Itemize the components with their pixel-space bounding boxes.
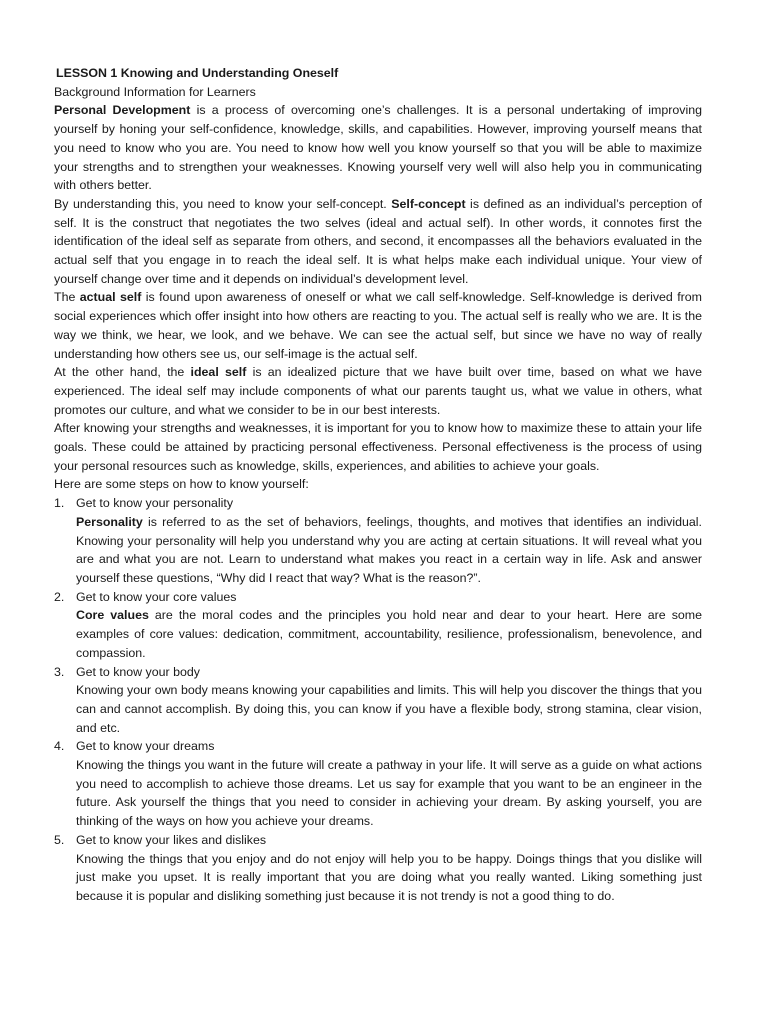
document-page — [54, 64, 702, 906]
list-item — [54, 663, 702, 738]
step-number: 4. — [54, 739, 65, 754]
steps-list — [54, 494, 702, 905]
step-body: Knowing your own body means knowing your capabilities and limits. This will help you discover the things that you can and cannot accomplish. By doing this, you can know if you have a flexible body, strong stamina, clear vision, and etc. — [76, 683, 702, 735]
term-personality: Personality — [76, 514, 143, 529]
list-item — [54, 831, 702, 906]
step-body: Core values are the moral codes and the principles you hold near and dear to your heart. Here are some examples of core values: dedication, commitment, accountability, resilience, professionalism, benevolence, and compassion. — [76, 608, 702, 660]
list-item — [54, 588, 702, 663]
step-heading: Get to know your personality — [76, 496, 234, 511]
paragraph-ideal-self: At the other hand, the ideal self is an idealized picture that we have built over time, based on what we have experienced. The ideal self may include components of what our parents taught us, what we value in others, what promotes our culture, and what we consider to be in our best interests. — [54, 365, 703, 417]
step-heading: Get to know your dreams — [76, 739, 215, 754]
paragraph-personal-development: Personal Development is a process of overcoming one’s challenges. It is a personal undertaking of improving yourself by honing your self-confidence, knowledge, skills, and capabilities. However, improving yourself means that you need to know who you are. You need to know how well you know yourself so that you will be able to maximize your strengths and to strengthen your weaknesses. Knowing yourself very well will also help you in communicating with others better. — [54, 103, 703, 193]
list-item — [54, 737, 702, 831]
paragraph-personal-effectiveness: After knowing your strengths and weaknesses, it is important for you to know how to maximize these to attain your life goals. These could be attained by practicing personal effectiveness. Personal effectiveness is the process of using your personal resources such as knowledge, skills, experiences, and abilities to achieve your goals. — [54, 421, 702, 473]
step-body: Knowing the things that you enjoy and do not enjoy will help you to be happy. Doings things that you dislike will just make you upset. It is really important that you are doing what you really wanted. Liking something just because it is popular and disliking something just because it is not trendy is not a good thing to do. — [76, 851, 702, 903]
step-heading: Get to know your body — [76, 664, 200, 679]
list-item — [54, 494, 702, 588]
term-core-values: Core values — [76, 608, 149, 623]
step-number: 2. — [54, 589, 65, 604]
step-body: Knowing the things you want in the future will create a pathway in your life. It will serve as a guide on what actions you need to accomplish to achieve those dreams. Let us say for example that you want to be an engineer in the future. Ask yourself the things that you need to consider in achieving your dream. By asking yourself, you are thinking of the ways on how you achieve your dreams. — [76, 758, 702, 829]
lesson-title: LESSON 1 Knowing and Understanding Oneself — [56, 66, 339, 80]
step-heading: Get to know your likes and dislikes — [76, 832, 267, 847]
paragraph-actual-self: The actual self is found upon awareness of oneself or what we call self-knowledge. Self-knowledge is derived from social experiences which offer insight into how others are reacting to you. The actual self is really who we are. It is the way we think, we hear, we look, and we behave. We can see the actual self, but since we have no way of really understanding how others see us, our self-image is the actual self. — [54, 290, 703, 361]
step-number: 3. — [54, 664, 65, 679]
term-actual-self: actual self — [79, 290, 142, 305]
paragraph-steps-intro: Here are some steps on how to know yourself: — [54, 477, 309, 492]
step-body: Personality is referred to as the set of behaviors, feelings, thoughts, and motives that identifies an individual. Knowing your personality will help you understand why you are acting at certain situations. It will reveal what you are and what you are not. Learn to understand what makes you react in a certain way in life. Ask and answer yourself these questions, “Why did I react that way? What is the reason?”. — [76, 514, 702, 585]
term-ideal-self: ideal self — [190, 365, 247, 380]
term-personal-development: Personal Development — [54, 103, 191, 118]
lesson-subtitle: Background Information for Learners — [54, 84, 256, 99]
term-self-concept: Self-concept — [391, 196, 466, 211]
step-heading: Get to know your core values — [76, 589, 237, 604]
paragraph-self-concept: By understanding this, you need to know your self-concept. Self-concept is defined as an individual’s perception of self. It is the construct that negotiates the two selves (ideal and actual self). In other words, it connotes first the identification of the ideal self as separate from others, and second, it encompasses all the behaviors evaluated in the actual self that you engage in to reach the ideal self. It is what helps make each individual unique. Your view of yourself change over time and it depends on individual’s development level. — [54, 196, 702, 286]
step-number: 1. — [54, 496, 65, 511]
step-number: 5. — [54, 832, 65, 847]
